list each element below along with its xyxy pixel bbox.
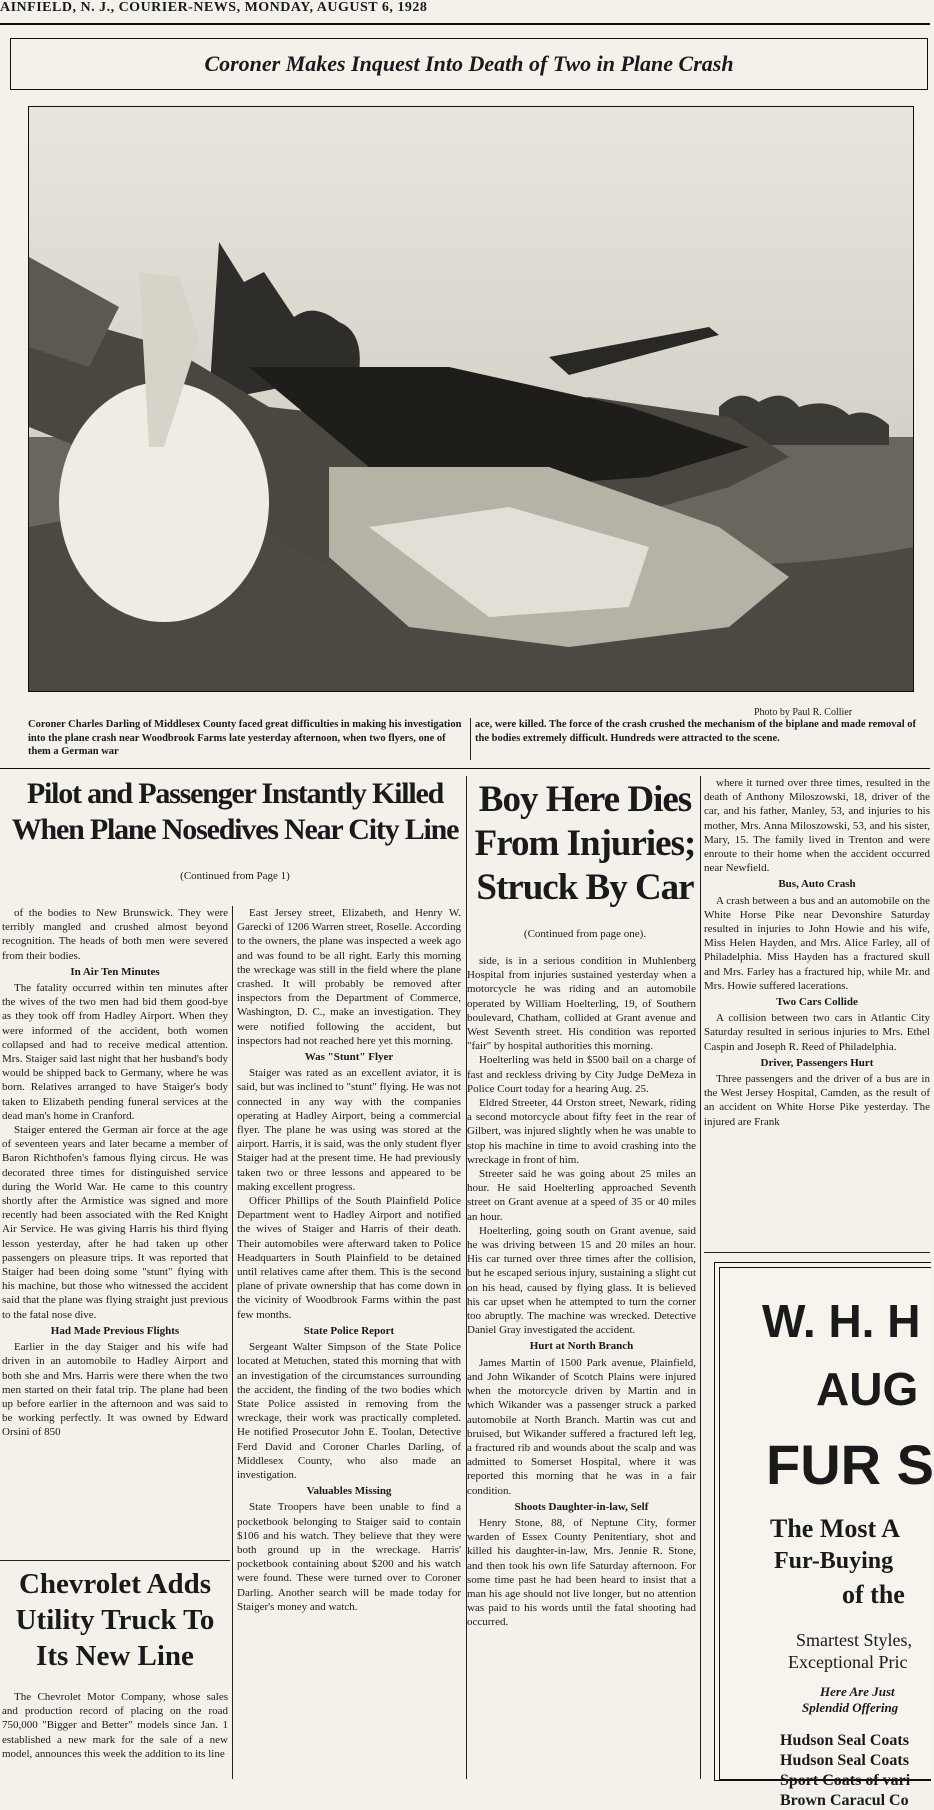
paragraph: East Jersey street, Elizabeth, and Henry W. Garecki of 1206 Warren street, Roselle. According to the owners, the plane was inspected a week ago and was found to be all right. Early this morning the wreckage was still in the field where the plane crashed. It will probably be removed after inspectors from the Department of Commerce, Washington, D. C., make an investigation. They were notified following the accident, but inspectors had not reached here yet this morning. — [237, 907, 461, 1047]
paragraph: Earlier in the day Staiger and his wife had driven in an automobile to Hadley Airport and both she and Mrs. Harris were there when the two men started on their fatal trip. The plane had been up before earlier in the afternoon and was said to be working perfectly. It was owned by Edward Orsini of 850 — [2, 1341, 228, 1439]
paragraph: where it turned over three times, resulted in the death of Anthony Miloszowski, 18, driver of the car, and his father, Manley, 53, and injuries to his mother, Mrs. Anna Miloszowski, 53, and his sister, Mary, 15. The family lived in Trenton and were enroute to their home when the accident occurred near Newfield. — [704, 777, 930, 875]
ad-rule — [704, 1252, 930, 1253]
paragraph: Three passengers and the driver of a bus are in the West Jersey Hospital, Camden, as the result of an accident on White Horse Pike yesterday. The injured are Frank — [704, 1073, 930, 1128]
ad-here-1: Here Are Just — [820, 1684, 895, 1699]
fur-sale-ad — [714, 1262, 934, 1809]
subhead: Shoots Daughter-in-law, Self — [514, 1500, 649, 1513]
chevrolet-headline: Chevrolet Adds Utility Truck To Its New Line — [15, 1568, 215, 1672]
boy-story-continued: (Continued from page one). — [523, 928, 647, 940]
ad-item: Sport Coats of vari — [780, 1772, 911, 1789]
ad-tagline-3: of the — [842, 1580, 905, 1609]
column-rule — [700, 776, 701, 1779]
paragraph: side, is in a serious condition in Muhlenberg Hospital from injuries sustained yesterday when a motorcycle he was riding and an automobile operated by William Hoelterling, 19, of Southern boulevard, Chatham, collided at Grant avenue and West Seventh street. His condition was reported "fair" by hospital authorities this morning. — [467, 955, 696, 1053]
subhead: Valuables Missing — [306, 1485, 392, 1498]
paragraph: A crash between a bus and an automobile on the White Horse Pike near Devonshire Saturday resulted in injuries to John Howie and his wife, Miss Helen Hayden, and Mrs. Alice Farley, all of Philadelphia. Miss Hayden has a fractured skull and Mrs. Farley has a fractured hip, while Mr. and Mrs. Howie suffered lacerations. — [704, 894, 930, 992]
paragraph: Streeter said he was going about 25 miles an hour. He said Hoelterling approached Seventh street on Grant avenue at a speed of 35 or 40 miles an hour. — [467, 1168, 696, 1223]
photo-caption-right: ace, were killed. The force of the crash crushed the mechanism of the biplane and made removal of the bodies extremely difficult. Hundreds were attracted to the scene. — [475, 719, 917, 744]
chevrolet-paragraph: The Chevrolet Motor Company, whose sales and production record of placing on the road 750,000 "Bigger and Better" models since Jan. 1 established a new mark for the sale of a new model, announces this week the addition to its line — [2, 1691, 228, 1760]
photo-credit: Photo by Paul R. Collier — [754, 707, 853, 718]
ad-styles-2: Exceptional Pric — [788, 1652, 908, 1672]
caption-divider — [470, 718, 471, 760]
masthead-rule — [0, 23, 930, 25]
subhead: Bus, Auto Crash — [778, 878, 856, 891]
paragraph: Eldred Streeter, 44 Orston street, Newark, riding a second motorcycle about fifty feet in the rear of Gilbert, was injured slightly when he was unable to stop his machine in time to avoid crashing into the wreckage in front of him. — [467, 1097, 696, 1166]
paragraph: Henry Stone, 88, of Neptune City, former warden of Essex County Penitentiary, shot and killed his daughter-in-law, Mrs. Jennie R. Stone, and then took his own life Saturday afternoon. For some time past he had been heard to insist that a man his age should not live longer, but no attention was paid to his words until the fatal shooting had occurred. — [467, 1516, 696, 1629]
banner-headline: Coroner Makes Inquest Into Death of Two in Plane Crash — [10, 38, 928, 90]
subhead: Hurt at North Branch — [529, 1340, 634, 1353]
plane-wreck-image — [29, 107, 913, 691]
paragraph: Hoelterling was held in $500 bail on a charge of fast and reckless driving by City Judge DeMeza in Police Court today for a hearing Aug. 25. — [467, 1054, 696, 1095]
right-column-stories — [704, 776, 930, 1248]
pilot-story-col2 — [237, 906, 461, 1779]
ad-tagline-1: The Most A — [770, 1514, 900, 1543]
chevrolet-rule — [0, 1560, 230, 1561]
pilot-story-headline: Pilot and Passenger Instantly Killed When Plane Nosedives Near City Line — [11, 777, 459, 846]
ad-month: AUG — [816, 1363, 919, 1415]
ad-here-2: Splendid Offering — [802, 1700, 899, 1715]
subhead: Driver, Passengers Hurt — [760, 1056, 874, 1069]
ad-tagline-2: Fur-Buying — [774, 1548, 894, 1574]
subhead: Was "Stunt" Flyer — [304, 1051, 394, 1064]
section-rule — [0, 768, 930, 769]
dateline: AINFIELD, N. J., COURIER-NEWS, MONDAY, AUGUST 6, 1928 — [0, 0, 428, 15]
ad-store-name: W. H. H — [762, 1295, 921, 1347]
ad-item: Hudson Seal Coats — [780, 1752, 909, 1769]
pilot-story-continued: (Continued from Page 1) — [180, 870, 290, 882]
paragraph: The fatality occurred within ten minutes after the wives of the two men had bid them good-bye as they took off from Hadley Airport. When they were informed of the accident, both women collapsed and had to receive medical attention. Mrs. Staiger said last night that her husband's body would be shipped back to Germany, where he was born. Relatives arranged to have Staiger's body taken to Elizabeth pending funeral services at the dead man's home in Cranford. — [2, 982, 228, 1122]
ad-item: Hudson Seal Coats — [780, 1732, 909, 1749]
paragraph: of the bodies to New Brunswick. They were terribly mangled and crushed almost beyond recognition. The heads of both men were severed from their bodies. — [2, 907, 228, 962]
pilot-story-col1 — [2, 906, 228, 1514]
paragraph: Officer Phillips of the South Plainfield Police Department went to Hadley Airport and notified the wives of Staiger and Harris of their death. Their automobiles were afterward taken to Police Headquarters in South Plainfield to be detained until relatives came after them. This is the second plane of private ownership that has come down in the vicinity of Woodbrook Farms within the past few months. — [237, 1195, 461, 1321]
paragraph: Staiger entered the German air force at the age of seventeen years and later became a member of Baron Richthofen's famous flying circus. He was decorated three times for distinguished service during the World War. He came to this country shortly after the Armistice was signed and more recently had been associated with the Red Knight Air Service. He was giving Harris his third flying lesson yesterday, after he had taken up other passengers on pleasure trips. It was reported that Staiger had been doing some "stunt" flying with his machine, but those who witnessed the accident said that the plane was flying straight just previous to the fatal nose dive. — [2, 1124, 228, 1321]
photo-caption-left: Coroner Charles Darling of Middlesex County faced great difficulties in making his investigation into the plane crash near Woodbrook Farms late yesterday afternoon, when two flyers, one of them a German war — [28, 719, 462, 757]
ad-event: FUR S — [766, 1433, 934, 1496]
ad-border — [719, 1267, 934, 1809]
crash-photo — [28, 106, 914, 692]
ad-styles-1: Smartest Styles, — [796, 1630, 912, 1650]
chevrolet-body — [2, 1690, 228, 1779]
subhead: Two Cars Collide — [776, 996, 858, 1009]
paragraph: State Troopers have been unable to find a pocketbook belonging to Staiger said to contain $106 and his watch. They believe that they were both ground up in the wreckage. Harris' pocketbook containing about $200 and his watch were found. These were turned over to Coroner Darling. Another search will be made today for Staiger's money and watch. — [237, 1501, 461, 1613]
paragraph: James Martin of 1500 Park avenue, Plainfield, and John Wikander of Scotch Plains were injured when the motorcycle driven by Martin and in which Wikander was a passenger struck a parked automobile at North Branch. Martin was cut and bruised, but Wikander suffered a fractured left leg, a fractured rib and wounds about the scalp and was admitted to Somerset Hospital, where it was reported this morning that he was in a fair condition. — [467, 1356, 696, 1497]
paragraph: A collision between two cars in Atlantic City Saturday resulted in serious injuries to Mrs. Ethel Caspin and Joseph R. Reed of Philadelphia. — [704, 1012, 930, 1053]
paragraph: Hoelterling, going south on Grant avenue, said he was driving between 15 and 20 miles an hour. His car turned over three times after the collision, but he escaped serious injury, sustaining a slight cut on his head, caused by flying glass. It is believed his car upset when he attempted to turn the corner too abruptly. The machine was wrecked. Detective Daniel Gray investigated the accident. — [467, 1224, 696, 1337]
boy-story-headline: Boy Here Dies From Injuries; Struck By Car — [474, 779, 696, 908]
subhead: State Police Report — [303, 1324, 395, 1337]
ad-item: Brown Caracul Co — [780, 1792, 909, 1809]
subhead: Had Made Previous Flights — [50, 1324, 180, 1337]
boy-story-body — [467, 954, 696, 1779]
subhead: In Air Ten Minutes — [70, 965, 160, 978]
paragraph: Staiger was rated as an excellent aviator, it is said, but was inclined to "stunt" flying. He was not connected in any way with the companies operating at Hadley Airport, being a commercial flyer. The plane he was using was stored at the airport. Harris, it is said, was the only student flyer Staiger had at the present time. He had previously taken two or three lessons and appeared to be making excellent progress. — [237, 1067, 461, 1193]
paragraph: Sergeant Walter Simpson of the State Police located at Metuchen, stated this morning that with an investigation of the circumstances surrounding the accident, the finding of the two bodies which State Police assisted in removing from the wreckage, their work was practically completed. He notified Prosecutor John E. Toolan, Detective Ferd David and Coroner Charles Darling, of Middlesex County, who also made an investigation. — [237, 1341, 461, 1481]
column-rule — [232, 906, 233, 1779]
